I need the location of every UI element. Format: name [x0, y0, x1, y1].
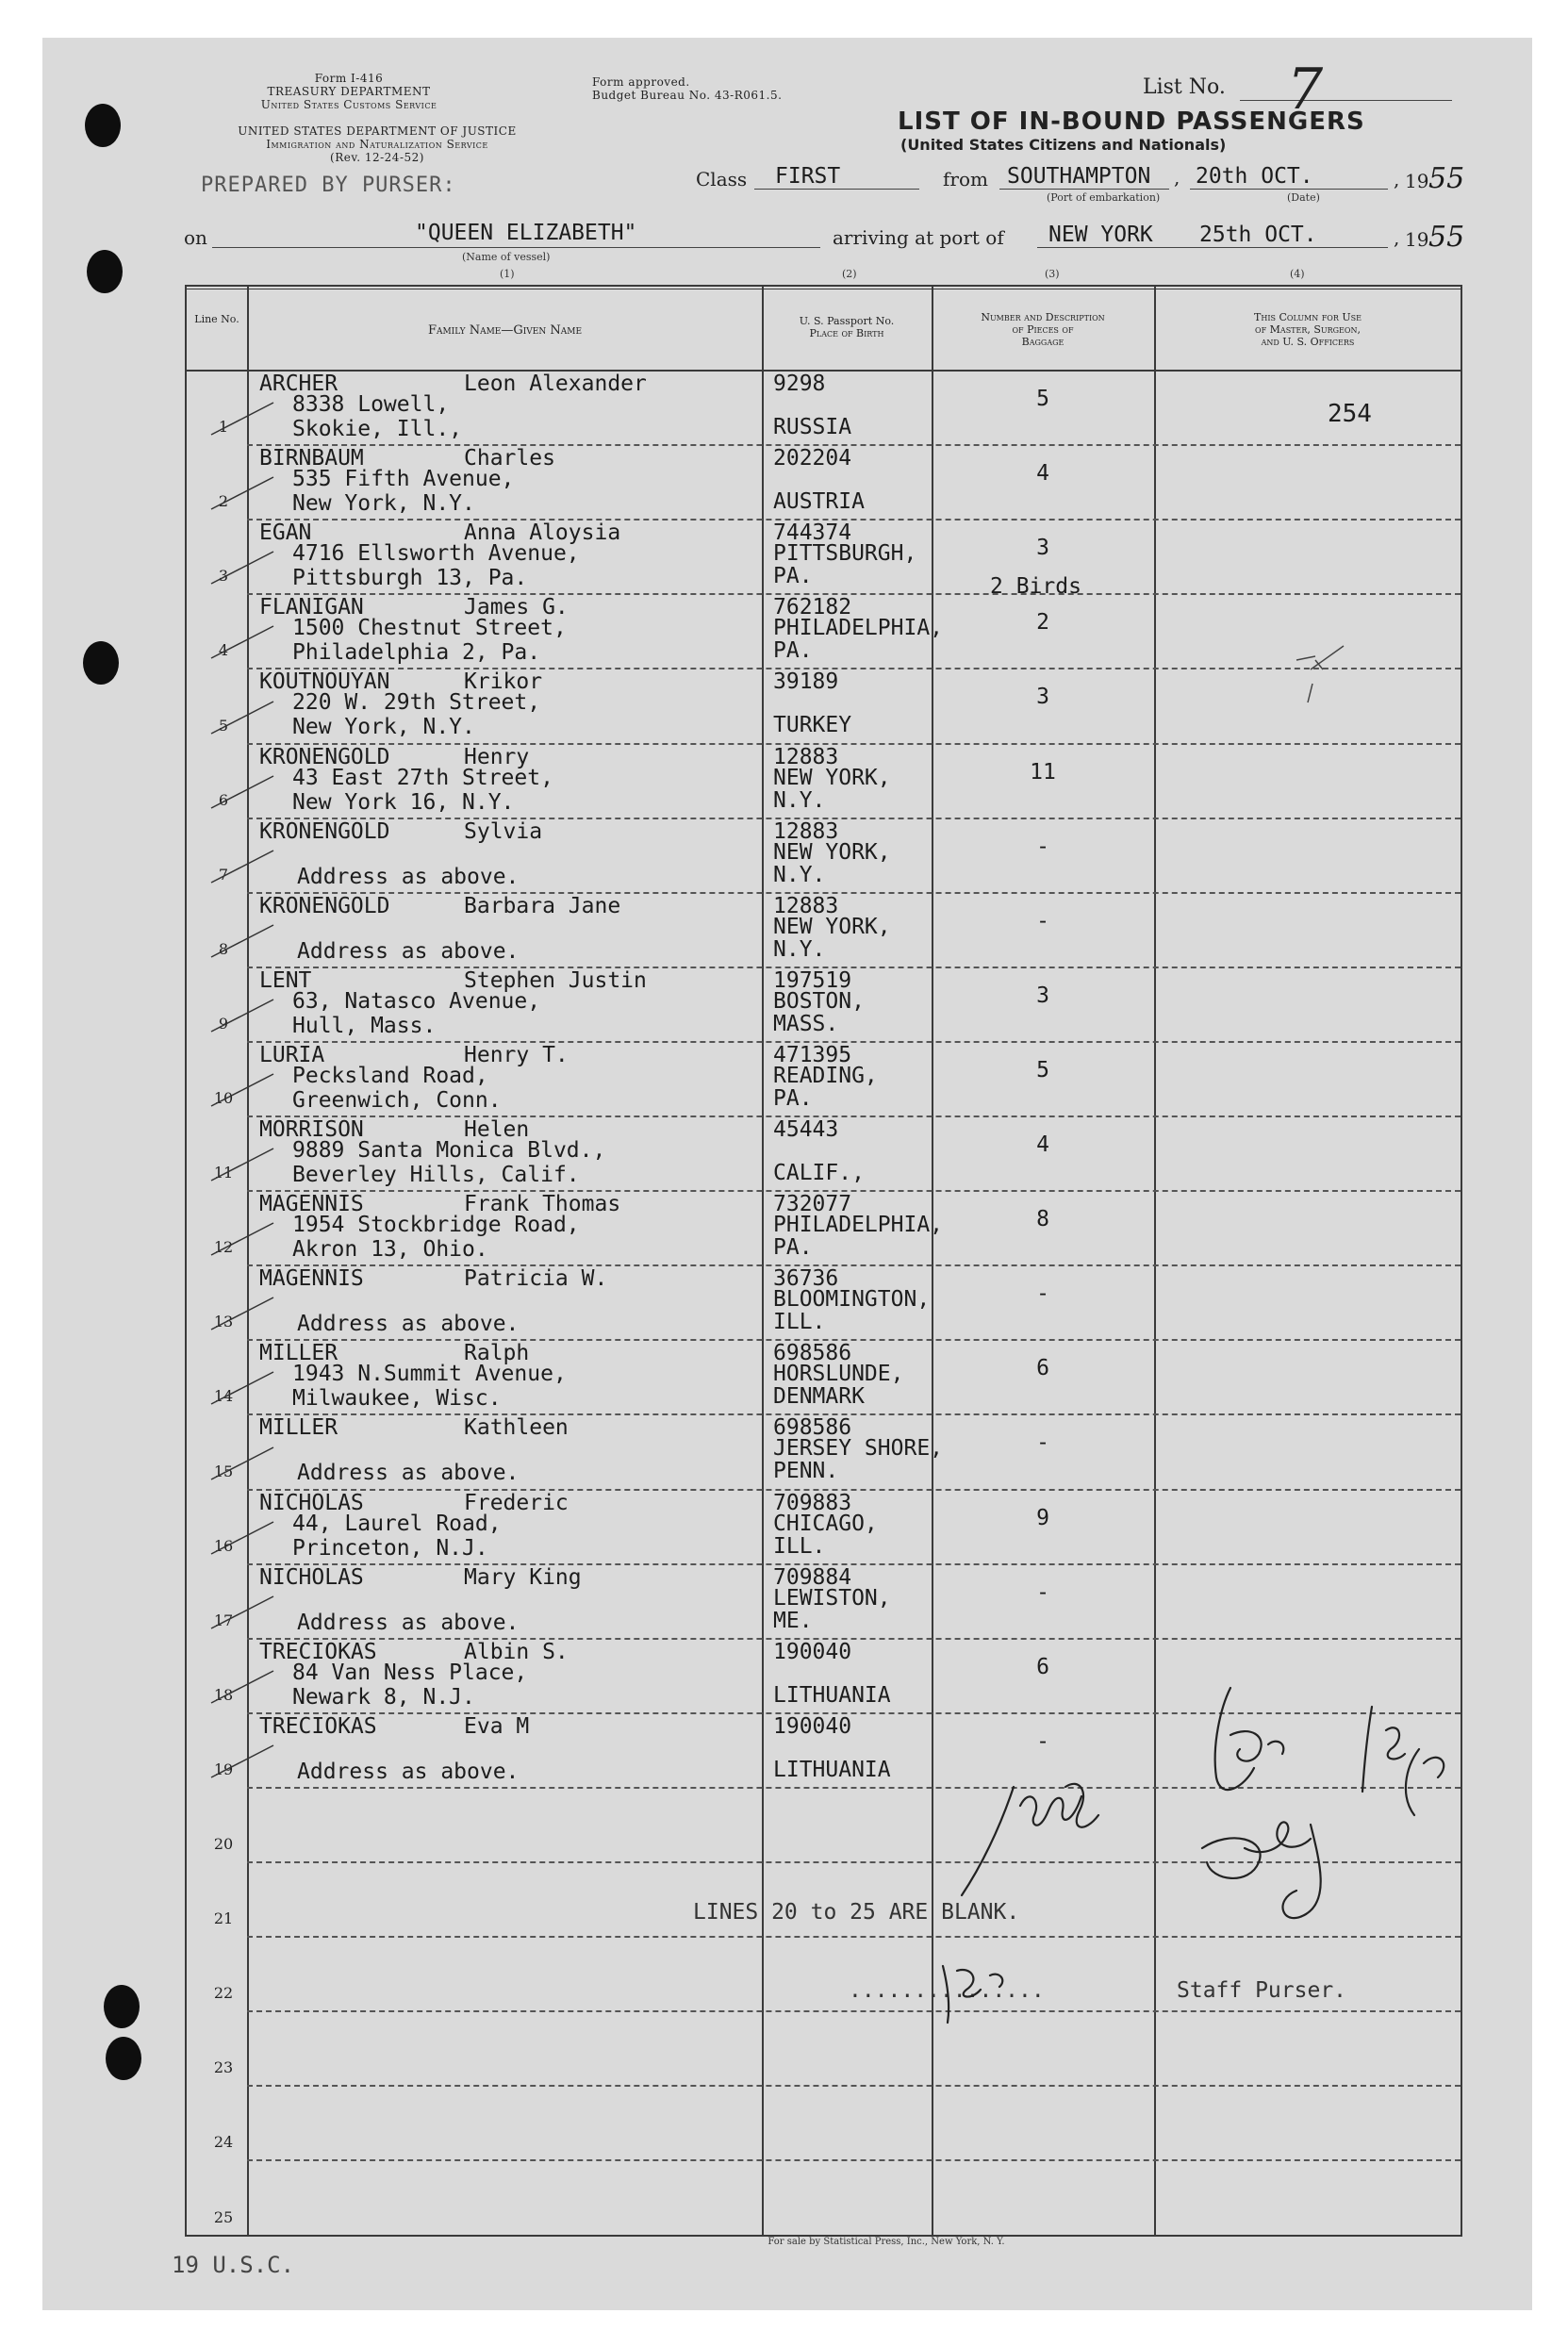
- family-name: LURIA: [259, 1042, 325, 1067]
- punch-hole: [104, 1985, 140, 2028]
- form-approval: [592, 75, 782, 102]
- place-of-birth-line-1: HORSLUNDE,: [773, 1362, 904, 1387]
- row-divider: [247, 967, 1461, 968]
- address-line-2: New York 16, N.Y.: [292, 789, 515, 815]
- family-name: NICHOLAS: [259, 1490, 364, 1515]
- row-divider: [247, 892, 1461, 894]
- check-tick-mark: [209, 622, 275, 660]
- officer-note: 254: [1328, 400, 1372, 428]
- check-tick-mark: [209, 1593, 275, 1630]
- col-officers-line3: and U. S. Officers: [1261, 336, 1355, 348]
- row-divider: [247, 1115, 1461, 1117]
- budget-bureau-number: Budget Bureau No. 43-R061.5.: [592, 89, 783, 102]
- punch-hole: [85, 104, 121, 147]
- line-number: 8: [218, 939, 229, 958]
- place-of-birth-line-2: RUSSIA: [773, 415, 852, 439]
- check-tick-mark: [209, 399, 275, 437]
- check-tick-mark: [209, 548, 275, 586]
- place-of-birth-line-2: DENMARK: [773, 1384, 865, 1410]
- from-label: from: [943, 168, 988, 190]
- address-line-2: New York, N.Y.: [292, 715, 475, 740]
- line-number: 9: [218, 1014, 229, 1033]
- punch-hole: [83, 641, 119, 685]
- baggage-count: -: [1036, 834, 1049, 859]
- address-line-2: Address as above.: [297, 1461, 520, 1486]
- baggage-count: -: [1036, 1579, 1049, 1605]
- address-line-1: Pecksland Road,: [292, 1063, 488, 1088]
- given-name: Sylvia: [464, 818, 543, 844]
- place-of-birth-line-2: PA.: [773, 1235, 813, 1261]
- form-approved: Form approved.: [592, 75, 690, 89]
- address-line-2: Akron 13, Ohio.: [292, 1237, 488, 1263]
- baggage-count: 6: [1036, 1356, 1049, 1381]
- year-suffix-embark: 55: [1428, 162, 1465, 195]
- baggage-count: -: [1036, 1281, 1049, 1307]
- purser-signature-line: ...............: [849, 1978, 1045, 2003]
- place-of-birth-line-2: ILL.: [773, 1533, 826, 1559]
- address-line-1: 44, Laurel Road,: [292, 1511, 502, 1536]
- place-of-birth-line-2: LITHUANIA: [773, 1682, 891, 1708]
- check-tick-mark: [209, 1444, 275, 1481]
- address-line-2: Beverley Hills, Calif.: [292, 1163, 580, 1187]
- col-baggage-line2: of Pieces of: [1012, 323, 1074, 336]
- baggage-count: 11: [1030, 759, 1056, 785]
- address-line-2: Address as above.: [297, 1759, 520, 1784]
- place-of-birth-line-1: JERSEY SHORE,: [773, 1436, 944, 1462]
- justice-department: UNITED STATES DEPARTMENT OF JUSTICE: [238, 124, 517, 138]
- comma: ,: [1174, 166, 1180, 189]
- family-name: NICHOLAS: [259, 1564, 364, 1590]
- baggage-count: -: [1036, 1728, 1049, 1754]
- address-line-2: Address as above.: [297, 864, 520, 889]
- family-name: LENT: [259, 967, 312, 993]
- family-name: FLANIGAN: [259, 595, 364, 620]
- row-divider: [247, 743, 1461, 745]
- baggage-count: 5: [1036, 1057, 1049, 1082]
- baggage-count: 3: [1036, 983, 1049, 1008]
- col-officers-line2: of Master, Surgeon,: [1255, 323, 1361, 336]
- place-of-birth-line-2: PA.: [773, 1085, 813, 1111]
- list-number-label: List No.: [1143, 75, 1226, 99]
- address-line-1: 1943 N.Summit Avenue,: [292, 1362, 567, 1387]
- check-tick-mark: [209, 921, 275, 959]
- check-tick-mark: [209, 1368, 275, 1406]
- line-number: 7: [218, 865, 229, 884]
- passport-number: 36736: [773, 1266, 839, 1292]
- line-number: 11: [213, 1164, 234, 1182]
- place-of-birth-line-1: LEWISTON,: [773, 1585, 891, 1611]
- line-number: 1: [218, 418, 229, 437]
- place-of-birth-line-1: CHICAGO,: [773, 1511, 878, 1536]
- row-divider: [247, 444, 1461, 446]
- family-name: KRONENGOLD: [259, 893, 390, 918]
- staff-purser-label: Staff Purser.: [1177, 1978, 1347, 2003]
- address-line-1: 63, Natasco Avenue,: [292, 988, 541, 1014]
- given-name: Frank Thomas: [464, 1192, 621, 1217]
- place-of-birth-line-1: PHILADELPHIA,: [773, 616, 944, 641]
- printer-line: For sale by Statistical Press, Inc., New York, N. Y.: [767, 2237, 1005, 2247]
- baggage-count: -: [1036, 908, 1049, 934]
- vessel-name: "QUEEN ELIZABETH": [415, 221, 637, 245]
- given-name: Eva M: [464, 1713, 530, 1739]
- check-tick-mark: [209, 1219, 275, 1257]
- baggage-description: 2 Birds: [990, 574, 1081, 600]
- place-of-birth-line-1: READING,: [773, 1063, 878, 1088]
- passport-number: 698586: [773, 1341, 852, 1366]
- arrival-date: 25th OCT.: [1199, 223, 1317, 247]
- place-of-birth-line-2: ILL.: [773, 1310, 826, 1335]
- column-ref-1: (1): [500, 268, 515, 280]
- col-name: Family Name—Given Name: [427, 323, 583, 338]
- year-prefix-embark: 19: [1405, 170, 1429, 192]
- address-line-1: 535 Fifth Avenue,: [292, 467, 515, 492]
- address-line-1: 8338 Lowell,: [292, 392, 450, 417]
- date-caption: (Date): [1287, 191, 1320, 204]
- line-number: 12: [213, 1238, 234, 1257]
- row-divider: [247, 593, 1461, 595]
- family-name: MAGENNIS: [259, 1266, 364, 1292]
- check-tick-mark: [209, 772, 275, 810]
- baggage-count: 6: [1036, 1654, 1049, 1679]
- form-number: Form I-416: [314, 72, 384, 85]
- family-name: TRECIOKAS: [259, 1639, 377, 1664]
- address-line-1: 84 Van Ness Place,: [292, 1660, 528, 1685]
- address-line-2: Newark 8, N.J.: [292, 1684, 475, 1710]
- line-number: 6: [218, 790, 229, 809]
- customs-service: United States Customs Service: [260, 98, 437, 111]
- immigration-service: Immigration and Naturalization Service: [266, 138, 488, 151]
- row-divider: [247, 1936, 1461, 1938]
- passport-number: 732077: [773, 1192, 852, 1217]
- page-subtitle: (United States Citizens and Nationals): [900, 136, 1227, 154]
- family-name: MILLER: [259, 1415, 338, 1441]
- row-divider: [247, 2085, 1461, 2087]
- col-passport-line1: U. S. Passport No.: [799, 315, 895, 327]
- col-baggage-line3: Baggage: [1021, 336, 1065, 348]
- place-of-birth-line-2: PA.: [773, 638, 813, 664]
- form-agency-block: [245, 72, 453, 111]
- comma: ,: [1394, 168, 1400, 190]
- row-divider: [247, 818, 1461, 819]
- row-divider: [247, 668, 1461, 669]
- line-number: 10: [213, 1089, 234, 1107]
- line-number: 2: [218, 492, 229, 511]
- row-divider: [247, 1264, 1461, 1266]
- year-suffix-arrival: 55: [1428, 221, 1465, 254]
- check-tick-mark: [209, 1742, 275, 1779]
- passport-number: 709884: [773, 1564, 852, 1590]
- given-name: Henry: [464, 744, 530, 769]
- check-tick-mark: [209, 1070, 275, 1108]
- check-tick-mark: [209, 996, 275, 1033]
- place-of-birth-line-2: PENN.: [773, 1459, 839, 1484]
- passport-number: 12883: [773, 818, 839, 844]
- port-caption: (Port of embarkation): [1047, 191, 1161, 204]
- address-line-1: 4716 Ellsworth Avenue,: [292, 541, 580, 567]
- passport-number: 45443: [773, 1117, 839, 1142]
- place-of-birth-line-1: NEW YORK,: [773, 839, 891, 865]
- baggage-count: 5: [1036, 387, 1049, 411]
- address-line-1: 43 East 27th Street,: [292, 765, 553, 790]
- row-divider: [247, 1190, 1461, 1192]
- column-ref-4: (4): [1290, 268, 1305, 280]
- prepared-by-purser: PREPARED BY PURSER:: [201, 174, 456, 197]
- col-passport: [766, 315, 928, 339]
- given-name: Ralph: [464, 1341, 530, 1366]
- treasury-department: TREASURY DEPARTMENT: [267, 85, 431, 98]
- line-number: 3: [218, 567, 229, 586]
- class-label: Class: [696, 168, 748, 190]
- baggage-count: 4: [1036, 461, 1049, 487]
- address-line-2: Greenwich, Conn.: [292, 1087, 502, 1113]
- embarkation-date: 20th OCT.: [1196, 164, 1313, 189]
- arrival-port: NEW YORK: [1048, 223, 1153, 247]
- address-line-2: Address as above.: [297, 1312, 520, 1337]
- passport-number: 471395: [773, 1042, 852, 1067]
- passport-number: 12883: [773, 744, 839, 769]
- address-line-1: 9889 Santa Monica Blvd.,: [292, 1138, 606, 1163]
- given-name: Anna Aloysia: [464, 521, 621, 546]
- col-baggage: [935, 311, 1150, 348]
- address-line-2: Address as above.: [297, 938, 520, 964]
- line-number: 22: [213, 1984, 234, 2003]
- address-line-2: New York, N.Y.: [292, 491, 475, 517]
- passport-number: 39189: [773, 669, 839, 695]
- check-tick-mark: [209, 1294, 275, 1331]
- baggage-count: 8: [1036, 1207, 1049, 1232]
- given-name: Krikor: [464, 669, 543, 695]
- passport-number: 762182: [773, 595, 852, 620]
- row-divider: [247, 1489, 1461, 1491]
- family-name: MAGENNIS: [259, 1192, 364, 1217]
- address-line-2: Milwaukee, Wisc.: [292, 1386, 502, 1412]
- form-revision: (Rev. 12-24-52): [330, 151, 424, 164]
- class-value: FIRST: [775, 164, 841, 189]
- given-name: Henry T.: [464, 1042, 569, 1067]
- line-number: 25: [213, 2207, 234, 2226]
- address-line-2: Princeton, N.J.: [292, 1535, 488, 1561]
- column-ref-3: (3): [1045, 268, 1060, 280]
- place-of-birth-line-1: PHILADELPHIA,: [773, 1213, 944, 1238]
- col-passport-line2: Place of Birth: [809, 327, 884, 339]
- check-tick-mark: [209, 473, 275, 511]
- comma: ,: [1394, 226, 1400, 249]
- passport-number: 12883: [773, 893, 839, 918]
- passport-number: 197519: [773, 967, 852, 993]
- col-officers: [1158, 311, 1458, 348]
- family-name: KRONENGOLD: [259, 744, 390, 769]
- passport-number: 190040: [773, 1713, 852, 1739]
- family-name: BIRNBAUM: [259, 446, 364, 471]
- place-of-birth-line-2: MASS.: [773, 1011, 839, 1036]
- place-of-birth-line-1: BOSTON,: [773, 988, 865, 1014]
- column-ref-2: (2): [842, 268, 857, 280]
- row-divider: [247, 1638, 1461, 1640]
- place-of-birth-line-2: N.Y.: [773, 787, 826, 813]
- given-name: Albin S.: [464, 1639, 569, 1664]
- place-of-birth-line-1: BLOOMINGTON,: [773, 1287, 931, 1313]
- row-divider: [247, 1413, 1461, 1415]
- list-number-value: 7: [1287, 57, 1324, 123]
- family-name: KRONENGOLD: [259, 818, 390, 844]
- row-divider: [247, 1712, 1461, 1714]
- row-divider: [247, 1861, 1461, 1863]
- passport-number: 9298: [773, 372, 826, 396]
- row-divider: [247, 519, 1461, 521]
- family-name: MORRISON: [259, 1117, 364, 1142]
- vessel-caption: (Name of vessel): [462, 251, 551, 263]
- punch-hole: [106, 2037, 141, 2080]
- on-label: on: [184, 226, 207, 249]
- line-number: 21: [213, 1909, 234, 1928]
- line-number: 24: [213, 2133, 234, 2152]
- row-divider: [247, 2159, 1461, 2161]
- family-name: ARCHER: [259, 372, 338, 396]
- address-line-1: 220 W. 29th Street,: [292, 690, 541, 716]
- given-name: Charles: [464, 446, 555, 471]
- place-of-birth-line-2: ME.: [773, 1608, 813, 1633]
- baggage-count: -: [1036, 1430, 1049, 1456]
- page-title: LIST OF IN-BOUND PASSENGERS: [898, 107, 1365, 136]
- statute-reference: 19 U.S.C.: [172, 2252, 295, 2278]
- row-divider: [247, 2010, 1461, 2012]
- line-number: 20: [213, 1835, 234, 1853]
- place-of-birth-line-2: CALIF.,: [773, 1161, 865, 1185]
- passport-number: 190040: [773, 1639, 852, 1664]
- place-of-birth-line-2: PA.: [773, 564, 813, 589]
- passport-number: 202204: [773, 446, 852, 471]
- line-number: 19: [213, 1760, 234, 1778]
- family-name: TRECIOKAS: [259, 1713, 377, 1739]
- address-line-1: 1954 Stockbridge Road,: [292, 1213, 580, 1238]
- check-tick-mark: [209, 1518, 275, 1556]
- address-line-2: Skokie, Ill.,: [292, 417, 463, 441]
- row-divider: [247, 1563, 1461, 1565]
- line-number: 23: [213, 2058, 234, 2077]
- place-of-birth-line-1: NEW YORK,: [773, 914, 891, 939]
- line-number: 18: [213, 1685, 234, 1704]
- check-tick-mark: [209, 847, 275, 884]
- year-prefix-arrival: 19: [1405, 228, 1429, 251]
- place-of-birth-line-2: TURKEY: [773, 713, 852, 738]
- baggage-count: 3: [1036, 536, 1049, 561]
- baggage-count: 2: [1036, 610, 1049, 636]
- family-name: KOUTNOUYAN: [259, 669, 390, 695]
- place-of-birth-line-1: PITTSBURGH,: [773, 541, 917, 567]
- line-number: 5: [218, 716, 229, 735]
- row-divider: [247, 1041, 1461, 1043]
- given-name: Barbara Jane: [464, 893, 621, 918]
- baggage-count: 3: [1036, 685, 1049, 710]
- address-line-1: 1500 Chestnut Street,: [292, 616, 567, 641]
- passport-number: 709883: [773, 1490, 852, 1515]
- given-name: Mary King: [464, 1564, 582, 1590]
- line-number: 4: [218, 641, 229, 660]
- given-name: James G.: [464, 595, 569, 620]
- place-of-birth-line-2: AUSTRIA: [773, 489, 865, 515]
- punch-hole: [87, 250, 123, 293]
- blank-lines-note: LINES 20 to 25 ARE BLANK.: [693, 1900, 1020, 1925]
- line-number: 15: [213, 1462, 234, 1480]
- place-of-birth-line-2: N.Y.: [773, 862, 826, 887]
- passport-number: 744374: [773, 521, 852, 546]
- address-line-2: Hull, Mass.: [292, 1013, 437, 1038]
- given-name: Leon Alexander: [464, 372, 647, 396]
- line-number: 13: [213, 1313, 234, 1331]
- col-officers-line1: This Column for Use: [1254, 311, 1362, 323]
- given-name: Frederic: [464, 1490, 569, 1515]
- port-of-embarkation: SOUTHAMPTON: [1007, 164, 1151, 189]
- baggage-count: 9: [1036, 1505, 1049, 1530]
- justice-block: [189, 124, 566, 164]
- given-name: Stephen Justin: [464, 967, 647, 993]
- line-number: 14: [213, 1387, 234, 1406]
- given-name: Patricia W.: [464, 1266, 608, 1292]
- line-number: 17: [213, 1611, 234, 1629]
- place-of-birth-line-2: LITHUANIA: [773, 1757, 891, 1782]
- line-number: 16: [213, 1536, 234, 1555]
- passport-number: 698586: [773, 1415, 852, 1441]
- check-tick-mark: [209, 698, 275, 735]
- col-line-no: Line No.: [194, 313, 239, 325]
- place-of-birth-line-1: NEW YORK,: [773, 765, 891, 790]
- arriving-label: arriving at port of: [833, 226, 1004, 249]
- address-line-2: Address as above.: [297, 1610, 520, 1635]
- row-divider: [247, 1787, 1461, 1789]
- place-of-birth-line-2: N.Y.: [773, 936, 826, 962]
- baggage-count: 4: [1036, 1132, 1049, 1157]
- given-name: Helen: [464, 1117, 530, 1142]
- row-divider: [247, 1339, 1461, 1341]
- col-baggage-line1: Number and Description: [981, 311, 1105, 323]
- family-name: MILLER: [259, 1341, 338, 1366]
- given-name: Kathleen: [464, 1415, 569, 1441]
- address-line-2: Philadelphia 2, Pa.: [292, 640, 541, 666]
- check-tick-mark: [209, 1145, 275, 1182]
- address-line-2: Pittsburgh 13, Pa.: [292, 566, 528, 591]
- family-name: EGAN: [259, 521, 312, 546]
- check-tick-mark: [209, 1667, 275, 1705]
